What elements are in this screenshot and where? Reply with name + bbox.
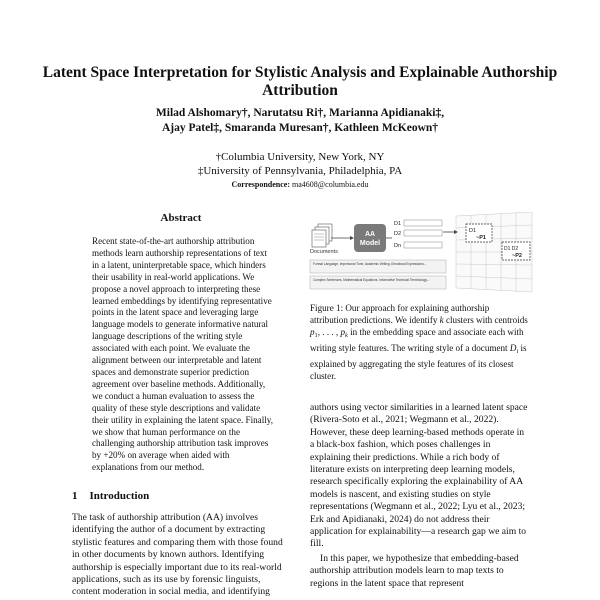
section-title: Introduction <box>89 490 150 502</box>
correspondence-email: ma4608@columbia.edu <box>292 180 369 189</box>
cluster-1-centroid: ~P1 <box>476 235 486 241</box>
model-label-model: Model <box>359 240 381 247</box>
abstract-text: Recent state-of-the-art authorship attribution methods learn authorship representations of text in a latent, uninterpretable space, which hinders their usability in real-world applications. We propose a novel approach to interpreting these learned embeddings by identifying representative points in the latent space and leveraging large language models to generate informative natural language descriptions of the writing style associated with each point. We evaluate the alignment between our interpretable and latent spaces and demonstrate superior prediction agreement over baseline methods. Additionally, we conduct a human evaluation to assess the quality of these style descriptions and validate their utility in explaining the latent space. Finally, we show that human performance on the challenging authorship attribution task improves by +20% on average when aided with explanations from our method. <box>92 236 273 473</box>
cluster-2-centroid: ~P2 <box>512 253 522 259</box>
author-line-2: Ajay Patel‡, Smaranda Muresan†, Kathleen McKeown† <box>161 122 439 134</box>
column-2-body <box>310 402 528 590</box>
embedding-vectors <box>394 220 442 249</box>
documents-icon <box>312 224 332 247</box>
style-box-1-text: Formal Language, Impersonal Tone, Academic Writing, Emotional Expressions... <box>313 262 427 266</box>
model-label-aa: AA <box>364 231 376 238</box>
embedding-label-dn: Dn <box>394 243 402 249</box>
author-list <box>40 106 560 136</box>
embedding-label-d1: D1 <box>394 221 402 227</box>
affiliation-columbia: †Columbia University, New York, NY <box>215 151 385 163</box>
documents-label: Documents <box>310 249 338 255</box>
embedding-label-d2: D2 <box>394 231 402 237</box>
paper-title: Latent Space Interpretation for Stylistic Analysis and Explainable Authorship Attribution <box>42 64 558 99</box>
figure-1-caption: Figure 1: Our approach for explaining authorship attribution predictions. We identify k clusters with centroids $p_1$, . . . , $p_k$ in the embedding space and associate each with writing style features. The writing style of a document $D_i$ is explained by aggregating the style features of its closest cluster. <box>310 303 528 381</box>
affiliations <box>40 150 560 178</box>
section-heading-introduction <box>72 490 149 502</box>
cluster-2 <box>502 242 530 260</box>
column-2-paragraph-2: In this paper, we hypothesize that embedding-based authorship attribution models learn to map texts to regions in the latent space that represent <box>310 552 519 589</box>
author-line-1: Milad Alshomary†, Narutatsu Ri†, Marianna Apidianaki‡, <box>155 107 445 119</box>
cluster-1-doc: D1 <box>469 228 477 234</box>
correspondence <box>40 180 560 189</box>
aa-model-box <box>354 224 386 252</box>
correspondence-label: Correspondence: <box>231 180 291 189</box>
affiliation-upenn: ‡University of Pennsylvania, Philadelphia, PA <box>197 165 403 177</box>
cluster-1 <box>466 224 492 242</box>
cluster-2-docs: D1 D2 <box>504 246 519 252</box>
figure-1-diagram <box>306 212 534 294</box>
abstract-heading: Abstract <box>160 212 202 224</box>
column-2-paragraph-1: authors using vector similarities in a learned latent space (Rivera-Soto et al., 2021; Wegmann et al., 2022). However, these deep learning-based methods operate in a black-box fashion, which poses challenges in explaining their predictions. While a rich body of literature exists on interpreting deep learning models, research specifically exploring the explainability of AA models is nascent, and existing studies on style representations (Wegmann et al., 2022; Lyu et al., 2023; Erk and Apidianaki, 2024) do not address their application for explainability—a research gap we aim to fill. <box>310 402 528 550</box>
style-box-2-text: Complex Sentences, Mathematical Equations, Informative Technical Terminology... <box>313 278 430 282</box>
introduction-text: The task of authorship attribution (AA) involves identifying the author of a document by extracting stylistic features and comparing them with those found in other documents by known authors. Identifying authorship is especially important due to its real-world applications, such as its use by forensic linguists, content moderation in social media, and identifying <box>72 512 283 598</box>
section-number: 1 <box>72 490 78 502</box>
